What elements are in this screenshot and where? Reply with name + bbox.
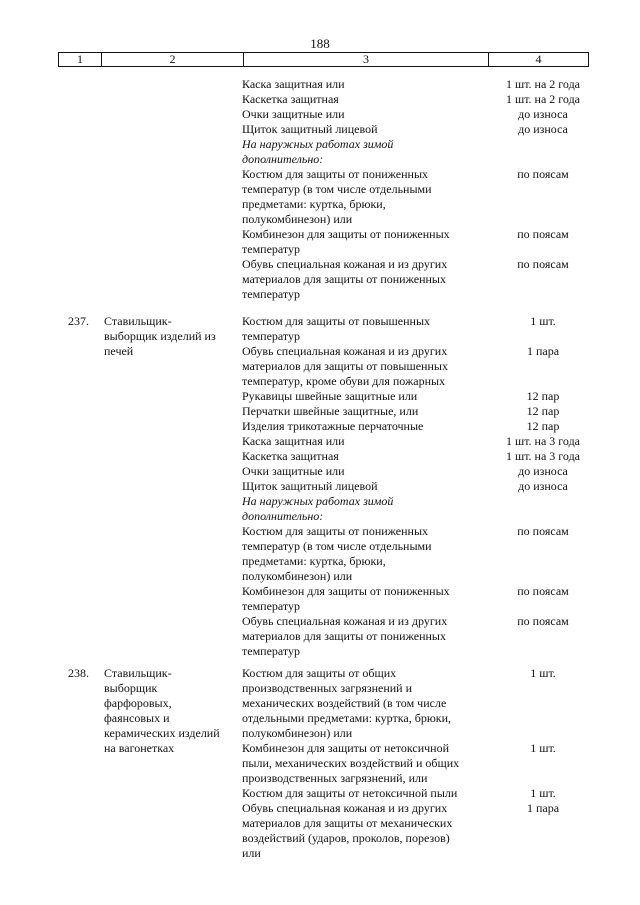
item-text: Очки защитные или (242, 107, 345, 121)
item-norm: 1 шт. на 3 года (505, 449, 581, 463)
item-text: Каска защитная или (242, 77, 345, 91)
item-text: полукомбинезон) или (242, 212, 353, 226)
item-norm: 12 пар (526, 404, 560, 418)
item-text: отдельными предметами: куртка, брюки, (242, 711, 452, 725)
item-norm: по поясам (517, 227, 569, 241)
item-norm: 1 шт. (530, 741, 556, 755)
item-text: материалов для защиты от пониженных (242, 629, 446, 643)
entry-number: 238. (68, 666, 89, 680)
column-header-4: 4 (489, 53, 589, 67)
item-text: полукомбинезон) или (242, 569, 353, 583)
item-norm: по поясам (517, 584, 569, 598)
item-text: Щиток защитный лицевой (242, 122, 378, 136)
item-text: температур (242, 599, 301, 613)
profession-name: фаянсовых и (104, 711, 170, 725)
item-norm: по поясам (517, 524, 569, 538)
item-text: Костюм для защиты от нетоксичной пыли (242, 786, 458, 800)
item-text: Комбинезон для защиты от пониженных (242, 584, 450, 598)
item-text: пыли, механических воздействий и общих (242, 756, 460, 770)
item-text: Каска защитная или (242, 434, 345, 448)
column-header-3: 3 (244, 53, 489, 67)
item-text: Каскетка защитная (242, 449, 339, 463)
item-text: температур (в том числе отдельными (242, 182, 432, 196)
item-text: Перчатки швейные защитные, или (242, 404, 419, 418)
item-norm: 1 пара (526, 344, 560, 358)
item-text: Щиток защитный лицевой (242, 479, 378, 493)
profession-name: печей (104, 344, 134, 358)
item-norm: 1 пара (526, 801, 560, 815)
item-text: или (242, 846, 261, 860)
page-number: 188 (310, 36, 330, 51)
item-text: Рукавицы швейные защитные или (242, 389, 418, 403)
entry-number: 237. (68, 314, 89, 328)
item-text: Обувь специальная кожаная и из других (242, 801, 448, 815)
condition-note: На наружных работах зимой (242, 494, 394, 508)
item-norm: до износа (518, 464, 568, 478)
item-text: механических воздействий (в том числе (242, 696, 447, 710)
condition-note: дополнительно: (242, 509, 324, 523)
item-text: Обувь специальная кожаная и из других (242, 614, 448, 628)
item-text: воздействий (ударов, проколов, порезов) (242, 831, 450, 845)
item-text: предметами: куртка, брюки, (242, 554, 386, 568)
item-text: температур, кроме обуви для пожарных (242, 374, 446, 388)
profession-name: Ставильщик- (104, 314, 172, 328)
item-text: температур (242, 644, 301, 658)
item-norm: 1 шт. на 2 года (505, 92, 581, 106)
item-text: Каскетка защитная (242, 92, 339, 106)
item-norm: 12 пар (526, 419, 560, 433)
item-norm: по поясам (517, 614, 569, 628)
item-text: Очки защитные или (242, 464, 345, 478)
item-norm: до износа (518, 122, 568, 136)
item-text: предметами: куртка, брюки, (242, 197, 386, 211)
profession-name: выборщик (104, 681, 158, 695)
item-norm: 1 шт. на 3 года (505, 434, 581, 448)
item-text: температур (242, 242, 301, 256)
column-header-table (58, 52, 589, 67)
profession-name: выборщик изделий из (104, 329, 216, 343)
item-text: температур (в том числе отдельными (242, 539, 432, 553)
item-text: производственных загрязнений и (242, 681, 413, 695)
item-text: Костюм для защиты от повышенных (242, 314, 431, 328)
column-header-2: 2 (102, 53, 244, 67)
column-header-1: 1 (59, 53, 102, 67)
item-text: Костюм для защиты от пониженных (242, 524, 429, 538)
item-norm: по поясам (517, 257, 569, 271)
profession-name: керамических изделий (104, 726, 220, 740)
item-norm: по поясам (517, 167, 569, 181)
item-text: полукомбинезон) или (242, 726, 353, 740)
item-norm: 1 шт. (530, 314, 556, 328)
item-norm: до износа (518, 107, 568, 121)
profession-name: на вагонетках (104, 741, 175, 755)
condition-note: дополнительно: (242, 152, 324, 166)
item-text: Обувь специальная кожаная и из других (242, 257, 448, 271)
item-text: производственных загрязнений, или (242, 771, 428, 785)
profession-name: Ставильщик- (104, 666, 172, 680)
item-text: материалов для защиты от пониженных (242, 272, 446, 286)
item-text: материалов для защиты от механических (242, 816, 453, 830)
item-text: температур (242, 287, 301, 301)
item-text: температур (242, 329, 301, 343)
profession-name: фарфоровых, (104, 696, 172, 710)
condition-note: На наружных работах зимой (242, 137, 394, 151)
item-text: материалов для защиты от повышенных (242, 359, 448, 373)
item-text: Костюм для защиты от общих (242, 666, 397, 680)
item-text: Костюм для защиты от пониженных (242, 167, 429, 181)
item-norm: 12 пар (526, 389, 560, 403)
item-norm: 1 шт. (530, 786, 556, 800)
item-text: Обувь специальная кожаная и из других (242, 344, 448, 358)
item-norm: до износа (518, 479, 568, 493)
item-text: Изделия трикотажные перчаточные (242, 419, 424, 433)
item-text: Комбинезон для защиты от пониженных (242, 227, 450, 241)
item-norm: 1 шт. (530, 666, 556, 680)
item-norm: 1 шт. на 2 года (505, 77, 581, 91)
item-text: Комбинезон для защиты от нетоксичной (242, 741, 450, 755)
